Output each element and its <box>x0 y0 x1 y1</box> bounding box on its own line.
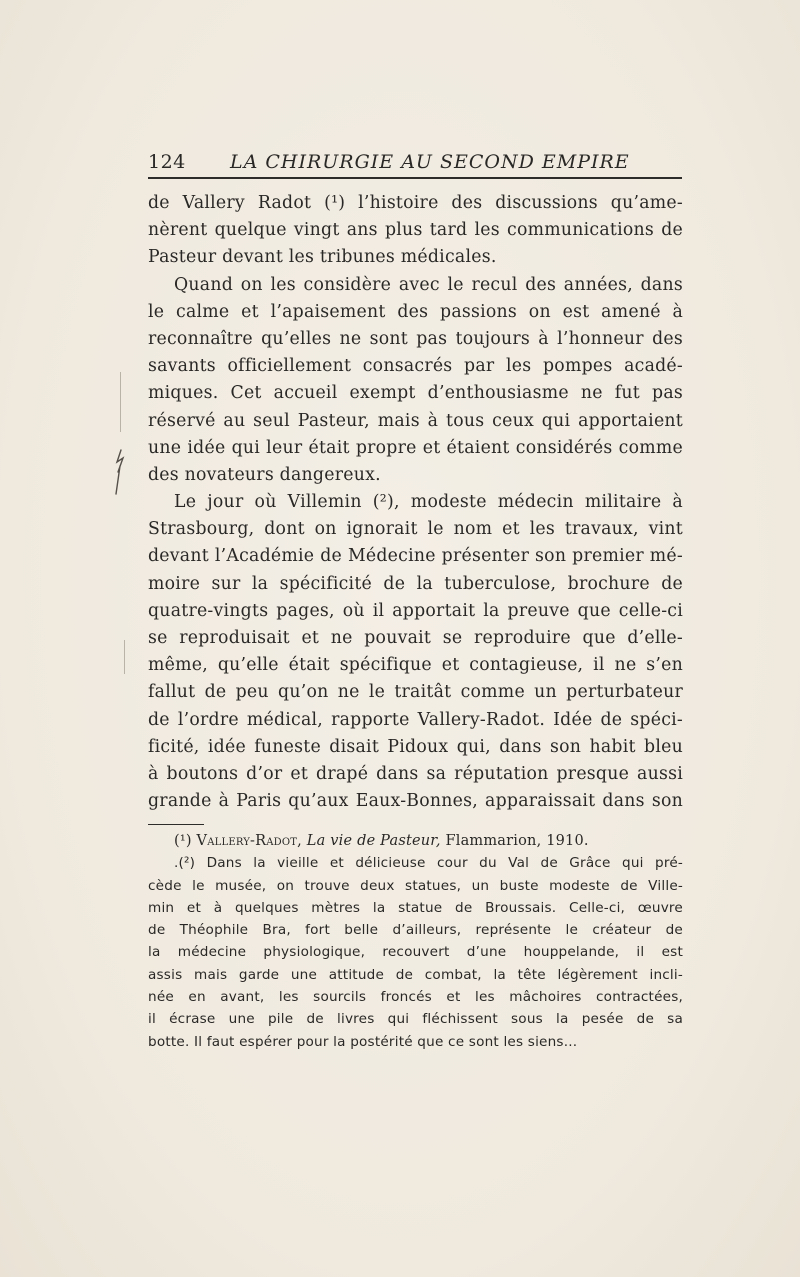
footnote-2-line: née en avant, les sourcils froncés et les mâchoires contractées, <box>148 989 683 1006</box>
text-line: une idée qui leur était propre et étaient considérés comme <box>148 437 683 458</box>
footnote-2-line: la médecine physiologique, recouvert d’une houppelande, il est <box>148 944 683 961</box>
text-line: quatre-vingts pages, où il apportait la preuve que celle-ci <box>148 600 683 621</box>
text-line: savants officiellement consacrés par les pompes acadé- <box>148 356 683 377</box>
footnote-2-line: assis mais garde une attitude de combat, la tête légèrement incli- <box>148 966 683 983</box>
text-line: devant l’Académie de Médecine présenter son premier mé- <box>148 546 683 567</box>
footnote-publisher: Flammarion, 1910. <box>445 833 589 849</box>
text-line: le calme et l’apaisement des passions on est amené à <box>148 301 683 322</box>
text-line: Strasbourg, dont on ignorait le nom et les travaux, vint <box>148 519 683 540</box>
running-title: LA CHIRURGIE AU SECOND EMPIRE <box>230 151 630 173</box>
text-line: grande à Paris qu’aux Eaux-Bonnes, apparaissait dans son <box>148 791 683 812</box>
text-line: ficité, idée funeste disait Pidoux qui, dans son habit bleu <box>148 736 683 757</box>
footnote-2-line: .(²) Dans la vieille et délicieuse cour du Val de Grâce qui pré- <box>174 855 683 872</box>
footnote-1 <box>148 830 683 852</box>
text-line: à boutons d’or et drapé dans sa réputation presque aussi <box>148 763 683 784</box>
footnote-2-line: il écrase une pile de livres qui fléchissent sous la pesée de sa <box>148 1011 683 1028</box>
text-line: se reproduisait et ne pouvait se reproduire que d’elle- <box>148 628 683 648</box>
page-header <box>148 151 682 179</box>
text-line: même, qu’elle était spécifique et contagieuse, il ne s’en <box>148 655 683 676</box>
margin-pencil-trace <box>124 640 125 674</box>
page-number: 124 <box>148 151 186 173</box>
footnote-marker: (¹) <box>174 833 192 849</box>
text-line: de l’ordre médical, rapporte Vallery-Radot. Idée de spéci- <box>148 709 683 730</box>
footnotes <box>148 830 683 1053</box>
text-line: nèrent quelque vingt ans plus tard les communications de <box>148 220 683 241</box>
footnote-book-title: La vie de Pasteur, <box>306 833 441 849</box>
text-line: miques. Cet accueil exempt d’enthousiasme ne fut pas <box>148 383 683 404</box>
text-line: reconnaître qu’elles ne sont pas toujours à l’honneur des <box>148 328 683 349</box>
text-line: réservé au seul Pasteur, mais à tous ceux qui apportaient <box>148 410 683 431</box>
handwritten-margin-mark-icon <box>112 448 128 500</box>
text-line: des novateurs dangereux. <box>148 464 381 485</box>
footnote-divider <box>148 824 204 825</box>
footnote-2-line: botte. Il faut espérer pour la postérité que ce sont les siens... <box>148 1033 578 1050</box>
footnote-author: Vallery-Radot, <box>196 833 302 849</box>
text-line: fallut de peu qu’on ne le traitât comme un perturbateur <box>148 682 683 703</box>
body-text <box>148 190 683 815</box>
footnote-2-line: de Théophile Bra, fort belle d’ailleurs, représente le créateur de <box>148 922 683 939</box>
footnote-2-line: cède le musée, on trouve deux statues, un buste modeste de Ville- <box>148 877 683 894</box>
text-line: moire sur la spécificité de la tuberculose, brochure de <box>148 573 683 594</box>
text-line: Quand on les considère avec le recul des années, dans <box>174 274 683 295</box>
text-line: de Vallery Radot (¹) l’histoire des discussions qu’ame- <box>148 193 683 213</box>
footnote-2-line: min et à quelques mètres la statue de Broussais. Celle-ci, œuvre <box>148 899 683 916</box>
text-line: Le jour où Villemin (²), modeste médecin militaire à <box>174 492 683 513</box>
text-line: Pasteur devant les tribunes médicales. <box>148 247 497 268</box>
margin-pencil-trace <box>120 372 121 432</box>
